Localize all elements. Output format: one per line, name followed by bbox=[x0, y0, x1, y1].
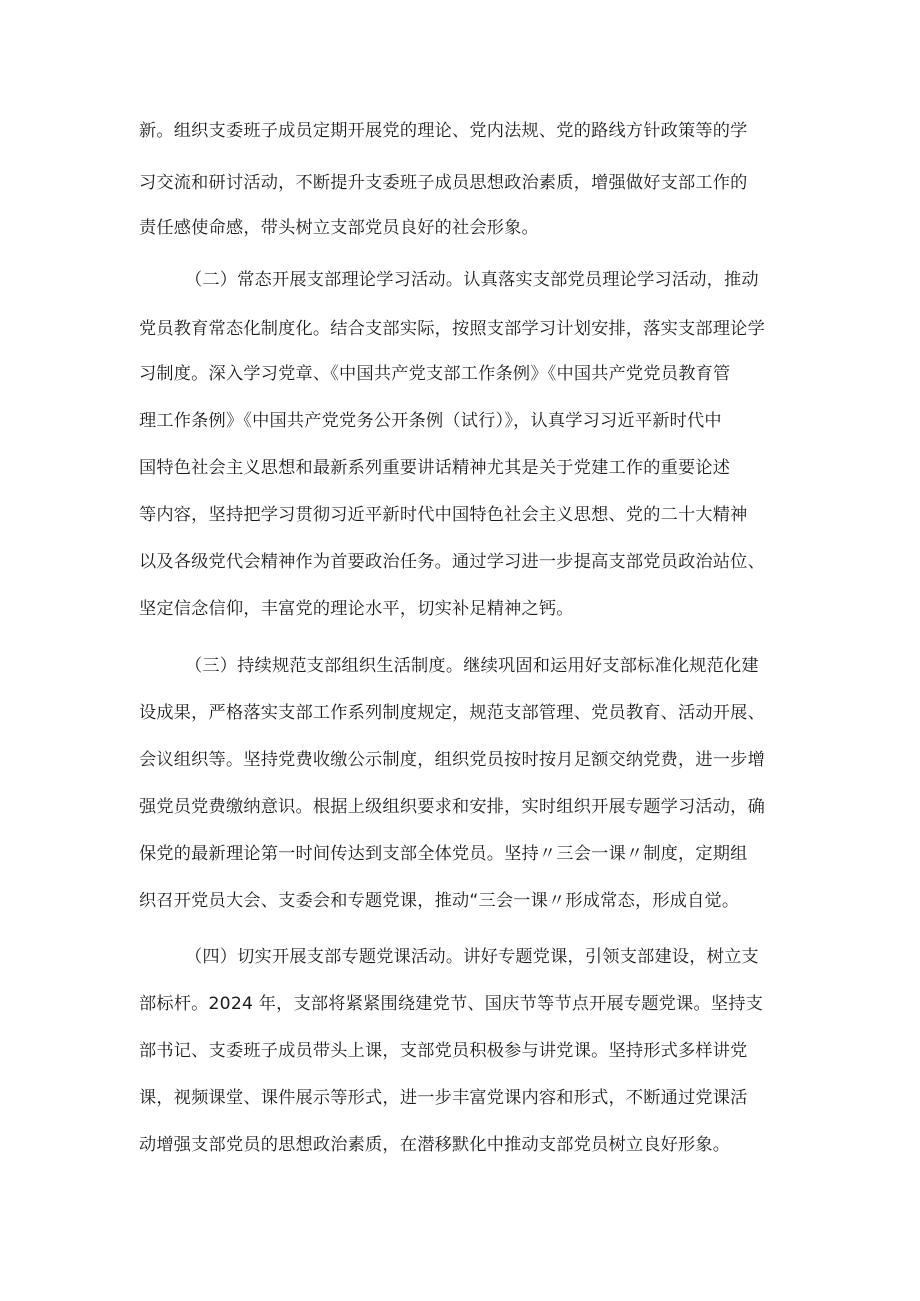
text-line: 习制度。深入学习党章、《中国共产党支部工作条例》《中国共产党党员教育管 bbox=[139, 364, 731, 384]
text-line: 课，视频课堂、课件展示等形式，进一步丰富党课内容和形式，不断通过党课活 bbox=[139, 1088, 748, 1108]
text-line: 织召开党员大会、支委会和专题党课，推动“三会一课〃形成常态，形成自觉。 bbox=[139, 891, 740, 911]
text-line: 设成果，严格落实支部工作系列制度规定，规范支部管理、党员教育、活动开展、 bbox=[139, 703, 765, 723]
paragraph-first-line: （三）持续规范支部组织生活制度。继续巩固和运用好支部标准化规范化建 bbox=[185, 656, 759, 676]
text-line: 部标杆。2024 年，支部将紧紧围绕建党节、国庆节等节点开展专题党课。坚持支 bbox=[139, 994, 763, 1014]
text-line: 保党的最新理论第一时间传达到支部全体党员。坚持〃三会一课〃制度，定期组 bbox=[139, 844, 748, 864]
text-line: 新。组织支委班子成员定期开展党的理论、党内法规、党的路线方针政策等的学 bbox=[139, 121, 748, 141]
text-line: 党员教育常态化制度化。结合支部实际，按照支部学习计划安排，落实支部理论学 bbox=[139, 319, 765, 339]
text-line: 动增强支部党员的思想政治素质，在潜移默化中推动支部党员树立良好形象。 bbox=[139, 1135, 731, 1155]
text-line: 坚定信念信仰，丰富党的理论水平，切实补足精神之钙。 bbox=[139, 599, 574, 619]
text-line: 等内容，坚持把学习贯彻习近平新时代中国特色社会主义思想、党的二十大精神 bbox=[139, 505, 748, 525]
paragraph-first-line: （四）切实开展支部专题党课活动。讲好专题党课，引领支部建设，树立支 bbox=[185, 947, 759, 967]
text-line: 责任感使命感，带头树立支部党员良好的社会形象。 bbox=[139, 218, 539, 238]
text-line: 习交流和研讨活动，不断提升支委班子成员思想政治素质，增强做好支部工作的 bbox=[139, 173, 748, 193]
text-line: 理工作条例》《中国共产党党务公开条例（试行）》，认真学习习近平新时代中 bbox=[139, 411, 722, 431]
text-line: 国特色社会主义思想和最新系列重要讲话精神尤其是关于党建工作的重要论述 bbox=[139, 458, 731, 478]
text-line: 会议组织等。坚持党费收缴公示制度，组织党员按时按月足额交纳党费，进一步增 bbox=[139, 750, 765, 770]
text-line: 以及各级党代会精神作为首要政治任务。通过学习进一步提高支部党员政治站位、 bbox=[139, 552, 765, 572]
text-line: 部书记、支委班子成员带头上课，支部党员积极参与讲党课。坚持形式多样讲党 bbox=[139, 1041, 748, 1061]
text-line: 强党员党费缴纳意识。根据上级组织要求和安排，实时组织开展专题学习活动，确 bbox=[139, 797, 765, 817]
paragraph-first-line: （二）常态开展支部理论学习活动。认真落实支部党员理论学习活动，推动 bbox=[185, 270, 759, 290]
